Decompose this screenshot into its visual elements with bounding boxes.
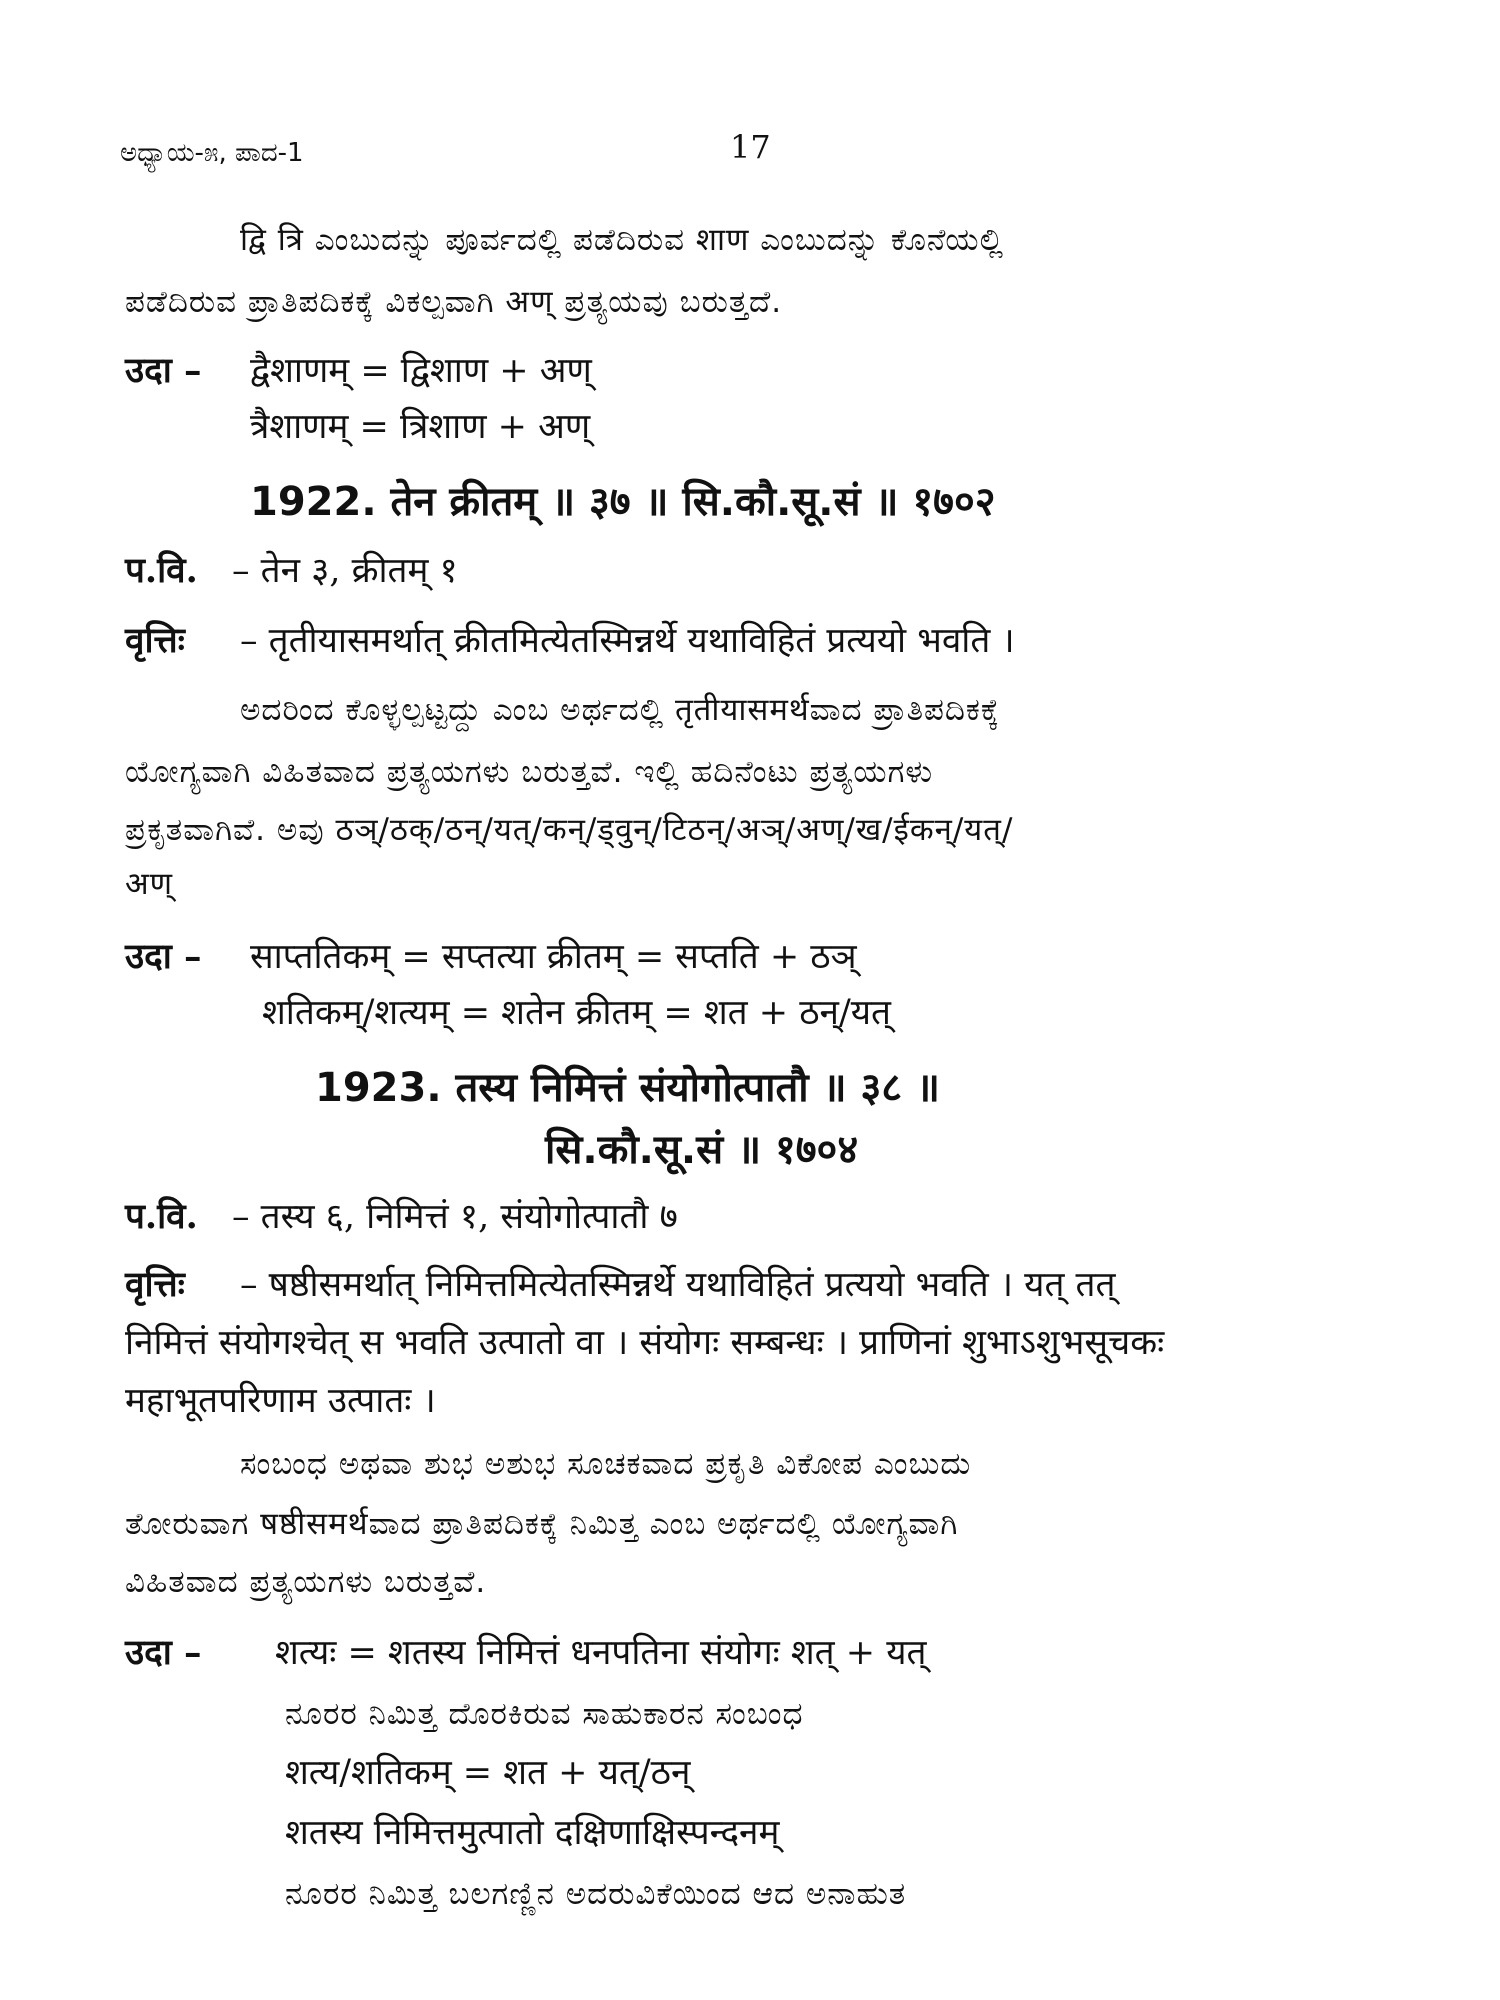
vritti-text: निमित्तं संयोगश्चेत् स भवति उत्पातो वा । संयोगः सम्बन्धः । प्राणिनां शुभाऽशुभसूचकः bbox=[125, 1323, 1165, 1363]
example-line: द्वैशाणम् = द्विशाण + अण् bbox=[250, 351, 592, 391]
explanation-line: ತೋರುವಾಗ षष्ठीसमर्थವಾದ ಪ್ರಾತಿಪದಿಕಕ್ಕೆ ನಿಮಿತ್ತ ಎಂಬ ಅರ್ಥದಲ್ಲಿ ಯೋಗ್ಯವಾಗಿ bbox=[125, 1506, 959, 1542]
page-number: 17 bbox=[730, 128, 771, 166]
pavi-label: प.वि. bbox=[125, 550, 198, 591]
explanation-line: ಅದರಿಂದ ಕೊಳ್ಳಲ್ಪಟ್ಟದ್ದು ಎಂಬ ಅರ್ಥದಲ್ಲಿ तृतीयासमर्थವಾದ ಪ್ರಾತಿಪದಿಕಕ್ಕೆ bbox=[240, 692, 1000, 728]
example-line: साप्ततिकम् = सप्तत्या क्रीतम् = सप्तति + ठञ् bbox=[250, 937, 857, 977]
explanation-line: ಸಂಬಂಧ ಅಥವಾ ಶುಭ ಅಶುಭ ಸೂಚಕವಾದ ಪ್ರಕೃತಿ ವಿಕೋಪ ಎಂಬುದು bbox=[240, 1446, 972, 1482]
example-label: उदा – bbox=[125, 1632, 202, 1673]
explanation-line: ಪ್ರಕೃತವಾಗಿವೆ. ಅವು ठञ्/ठक्/ठन्/यत्/कन्/ड्वुन्/टिठन्/अञ्/अण्/ख/ईकन्/यत्/ bbox=[125, 812, 1014, 848]
example-line: शतिकम्/शत्यम् = शतेन क्रीतम् = शत + ठन्/यत् bbox=[262, 993, 892, 1033]
vritti-label: वृत्तिः bbox=[125, 1264, 185, 1305]
pavi-text: – तेन ३, क्रीतम् १ bbox=[232, 551, 458, 591]
example-label: उदा – bbox=[125, 936, 202, 977]
example-line: शत्यः = शतस्य निमित्तं धनपतिना संयोगः शत् + यत् bbox=[275, 1633, 927, 1673]
vritti-text: महाभूतपरिणाम उत्पातः । bbox=[125, 1381, 436, 1421]
intro-line-1: द्वि त्रि ಎಂಬುದನ್ನು ಪೂರ್ವದಲ್ಲಿ ಪಡೆದಿರುವ शाण ಎಂಬುದನ್ನು ಕೊನೆಯಲ್ಲಿ bbox=[240, 222, 1005, 258]
sutra-reference: सि.कौ.सू.सं ॥ १७०४ bbox=[545, 1127, 859, 1173]
example-label: उदा – bbox=[125, 350, 202, 391]
explanation-line: ವಿಹಿತವಾದ ಪ್ರತ್ಯಯಗಳು ಬರುತ್ತವೆ. bbox=[125, 1564, 487, 1600]
vritti-text: – षष्ठीसमर्थात् निमित्तमित्येतस्मिन्नर्थे यथाविहितं प्रत्ययो भवति । यत् तत् bbox=[240, 1265, 1116, 1305]
example-gloss: ನೂರರ ನಿಮಿತ್ತ ಬಲಗಣ್ಣಿನ ಅದರುವಿಕೆಯಿಂದ ಆದ ಅನಾಹುತ bbox=[285, 1876, 907, 1912]
sutra-heading: 1923. तस्य निमित्तं संयोगोत्पातौ ॥ ३८ ॥ bbox=[315, 1065, 940, 1111]
intro-line-2: ಪಡೆದಿರುವ ಪ್ರಾತಿಪದಿಕಕ್ಕೆ ವಿಕಲ್ಪವಾಗಿ अण् ಪ್ರತ್ಯಯವು ಬರುತ್ತದೆ. bbox=[125, 284, 783, 320]
running-head: ಅಧ್ಯಾಯ-೫, ಪಾದ-1 bbox=[120, 138, 304, 168]
pavi-text: – तस्य ६, निमित्तं १, संयोगोत्पातौ ७ bbox=[232, 1197, 678, 1237]
example-gloss: ನೂರರ ನಿಮಿತ್ತ ದೊರಕಿರುವ ಸಾಹುಕಾರನ ಸಂಬಂಧ bbox=[285, 1696, 804, 1732]
example-line: त्रैशाणम् = त्रिशाण + अण् bbox=[250, 407, 591, 447]
explanation-line: अण् bbox=[125, 866, 174, 902]
example-line: शतस्य निमित्तमुत्पातो दक्षिणाक्षिस्पन्दनम् bbox=[285, 1813, 780, 1853]
sutra-heading: 1922. तेन क्रीतम् ॥ ३७ ॥ सि.कौ.सू.सं ॥ १७०२ bbox=[250, 479, 996, 525]
example-line: शत्य/शतिकम् = शत + यत्/ठन् bbox=[285, 1753, 691, 1793]
vritti-label: वृत्तिः bbox=[125, 620, 185, 661]
pavi-label: प.वि. bbox=[125, 1196, 198, 1237]
explanation-line: ಯೋಗ್ಯವಾಗಿ ವಿಹಿತವಾದ ಪ್ರತ್ಯಯಗಳು ಬರುತ್ತವೆ. ಇಲ್ಲಿ ಹದಿನೆಂಟು ಪ್ರತ್ಯಯಗಳು bbox=[125, 754, 934, 790]
vritti-text: – तृतीयासमर्थात् क्रीतमित्येतस्मिन्नर्थे यथाविहितं प्रत्ययो भवति । bbox=[240, 621, 1015, 661]
